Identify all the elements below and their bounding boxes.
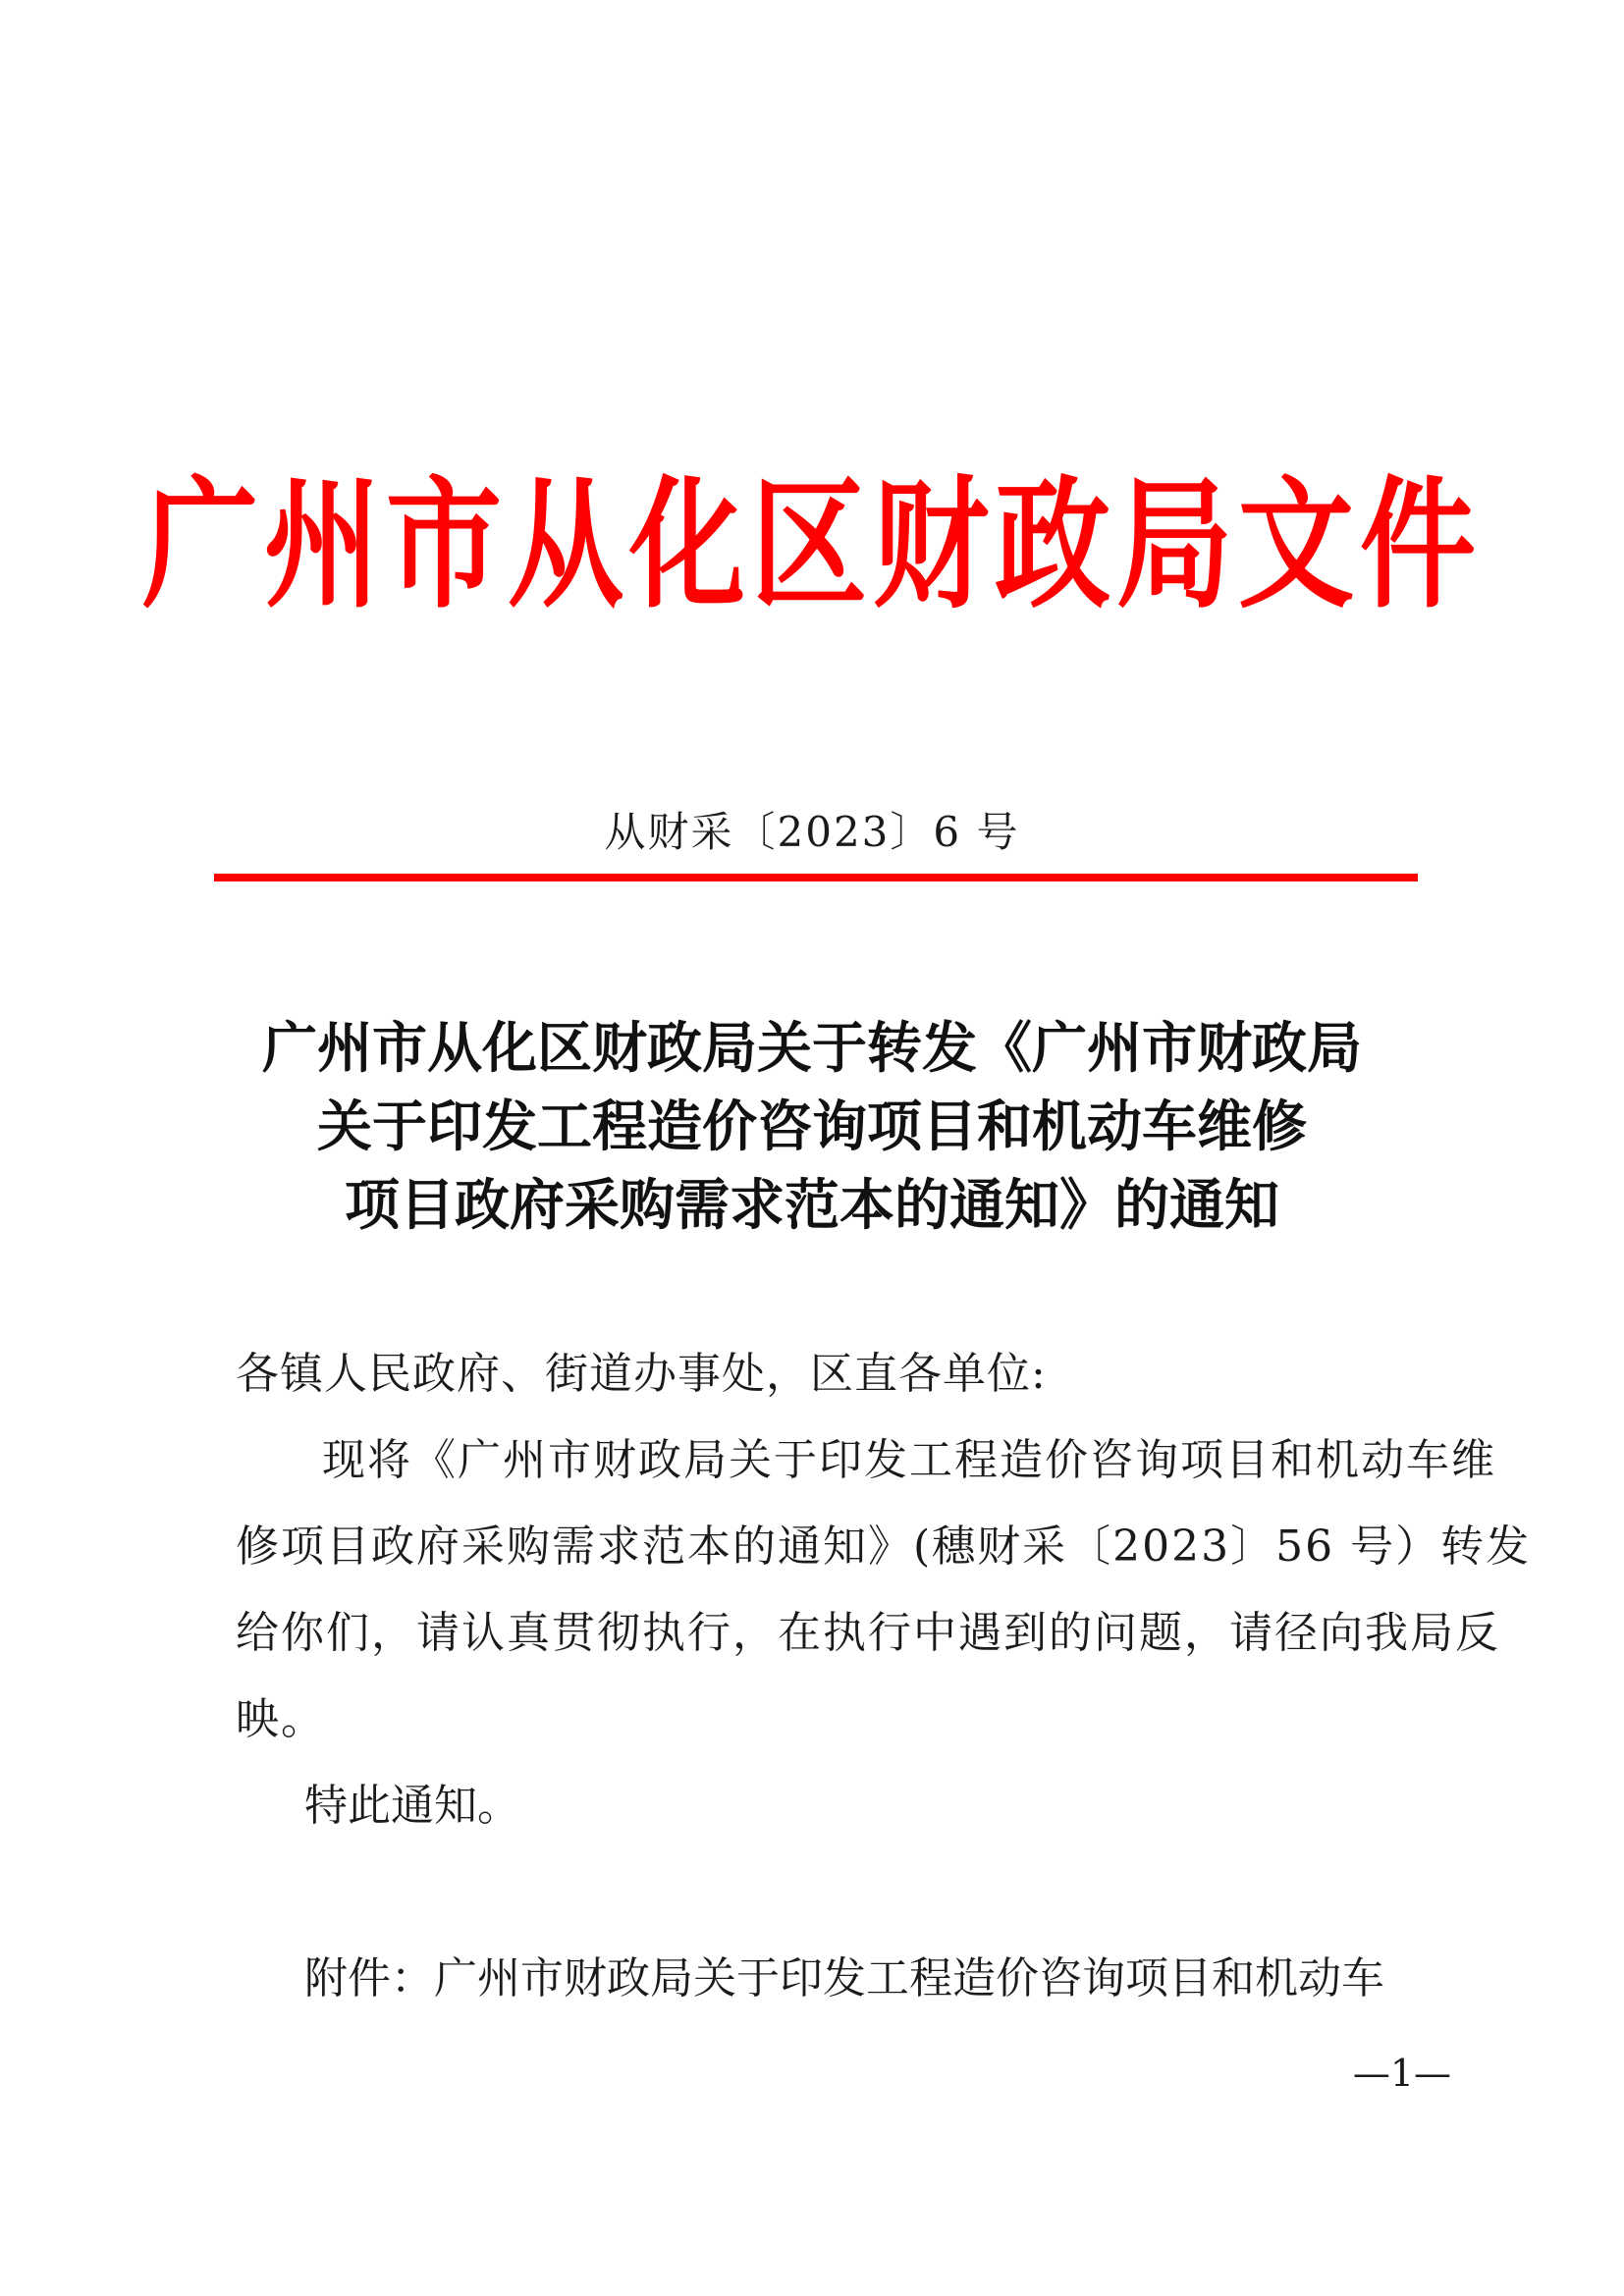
body-paragraph-line-3: 给你们，请认真贯彻执行，在执行中遇到的问题，请径向我局反 xyxy=(236,1608,1500,1658)
attachment-line: 附件：广州市财政局关于印发工程造价咨询项目和机动车 xyxy=(304,1953,1384,2003)
notice-title-line-2: 关于印发工程造价咨询项目和机动车维修 xyxy=(317,1095,1307,1159)
closing-remark: 特此通知。 xyxy=(304,1781,520,1831)
document-number: 从财采〔2023〕6 号 xyxy=(604,808,1020,856)
notice-title-line-3: 项目政府采购需求范本的通知》的通知 xyxy=(345,1173,1279,1238)
addressee: 各镇人民政府、街道办事处，区直各单位: xyxy=(236,1349,1047,1399)
body-paragraph-line-1: 现将《广州市财政局关于印发工程造价咨询项目和机动车维 xyxy=(322,1435,1496,1485)
body-paragraph-line-2: 修项目政府采购需求范本的通知》(穗财采〔2023〕56 号）转发 xyxy=(236,1522,1532,1572)
notice-title-line-1: 广州市从化区财政局关于转发《广州市财政局 xyxy=(262,1016,1362,1081)
notice-title xyxy=(177,1009,1447,1245)
masthead-title: 广州市从化区财政局文件 xyxy=(141,461,1482,628)
red-divider-line xyxy=(214,874,1418,881)
page-number: —1— xyxy=(1352,2052,1451,2095)
body-paragraph-line-4: 映。 xyxy=(236,1694,326,1744)
